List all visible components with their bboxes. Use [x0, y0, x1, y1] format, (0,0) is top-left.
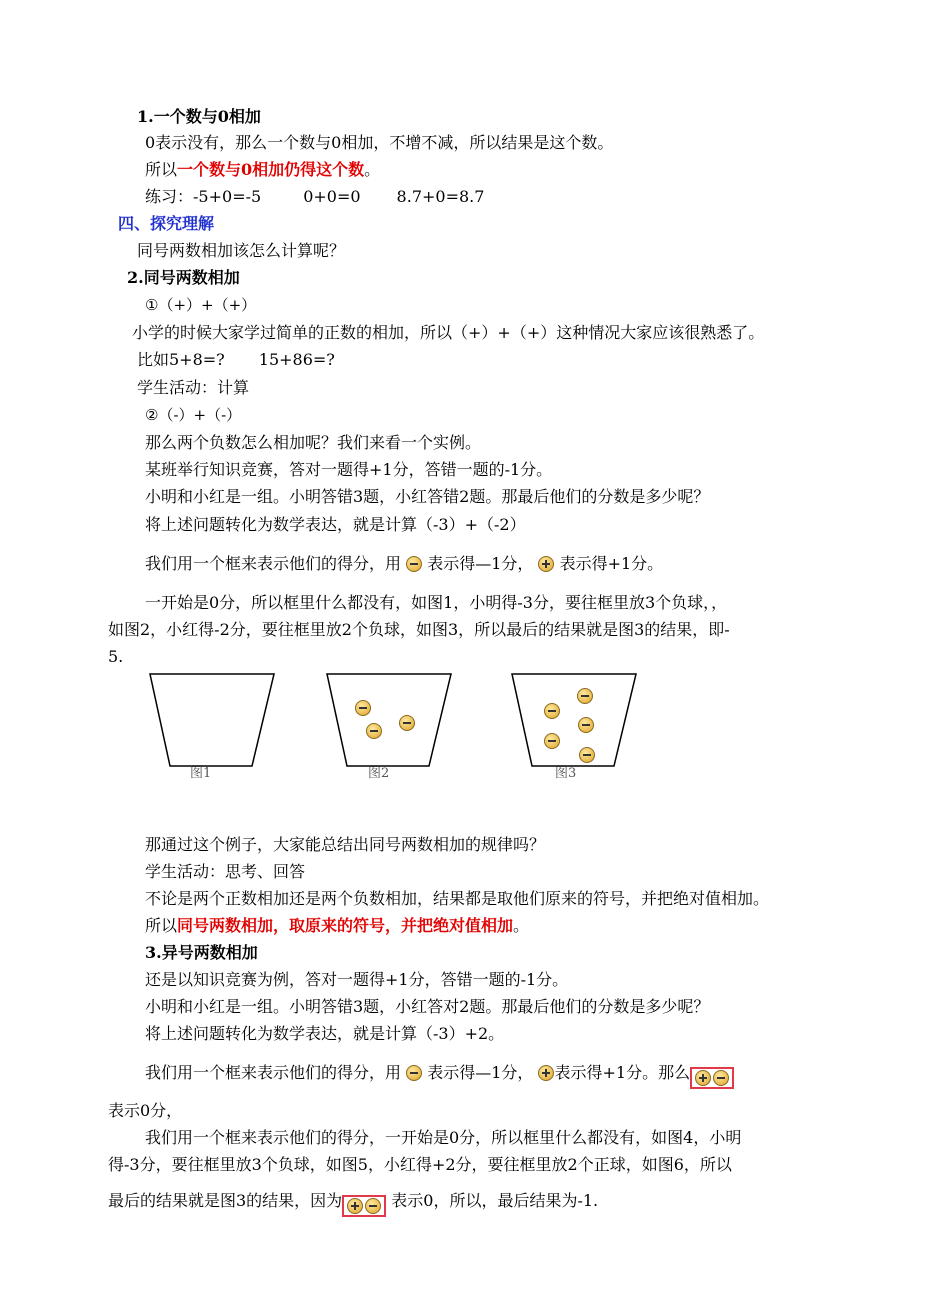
minus-ball-icon	[406, 556, 422, 572]
minus-ball-icon	[399, 715, 415, 731]
figure-label: 图3	[555, 766, 577, 781]
case-2: ②（-）+（-）	[145, 406, 242, 424]
rule-statement: 所以一个数与0相加仍得这个数。	[145, 160, 381, 179]
plus-minus-pair-icon	[342, 1195, 386, 1217]
paragraph: 0表示没有，那么一个数与0相加，不增不减，所以结果是这个数。	[145, 133, 614, 152]
student-activity: 学生活动：思考、回答	[145, 862, 306, 881]
plus-minus-pair-icon	[690, 1067, 734, 1089]
section-heading-1: 1.一个数与0相加	[137, 107, 261, 126]
minus-ball-icon	[577, 688, 593, 704]
minus-ball-icon	[365, 1198, 381, 1214]
section-heading-3: 3.异号两数相加	[145, 943, 258, 962]
plus-ball-icon	[347, 1198, 363, 1214]
figure-2-box	[325, 672, 453, 772]
paragraph: 那么两个负数怎么相加呢？我们来看一个实例。	[145, 433, 482, 452]
paragraph: 不论是两个正数相加还是两个负数相加，结果都是取他们原来的符号，并把绝对值相加。	[145, 889, 770, 908]
minus-ball-icon	[579, 747, 595, 763]
case-1: ①（+）+（+）	[145, 296, 257, 314]
minus-ball-icon	[544, 703, 560, 719]
section-heading-2: 2.同号两数相加	[127, 268, 240, 287]
paragraph: 那通过这个例子，大家能总结出同号两数相加的规律吗？	[145, 835, 546, 854]
paragraph-conclusion: 最后的结果就是图3的结果，因为 表示0，所以，最后结果为-1.	[108, 1190, 598, 1217]
paragraph: 我们用一个框来表示他们的得分，一开始是0分，所以框里什么都没有，如图4，小明	[145, 1128, 742, 1147]
figure-1-box	[148, 672, 276, 772]
plus-ball-icon	[538, 1065, 554, 1081]
plus-ball-icon	[695, 1070, 711, 1086]
minus-ball-icon	[578, 717, 594, 733]
paragraph-legend: 我们用一个框来表示他们的得分，用 表示得—1分， 表示得+1分。那么	[145, 1062, 734, 1089]
exercise-line: 练习：-5+0=-5 0+0=0 8.7+0=8.7	[145, 187, 485, 206]
paragraph: 某班举行知识竞赛，答对一题得+1分，答错一题的-1分。	[145, 460, 553, 479]
section-heading-explore: 四、探究理解	[118, 214, 215, 233]
paragraph: 如图2，小红得-2分，要往框里放2个负球，如图3，所以最后的结果就是图3的结果，即-	[108, 620, 730, 639]
figure-3-box	[510, 672, 638, 772]
minus-ball-icon	[713, 1070, 729, 1086]
paragraph-legend: 我们用一个框来表示他们的得分，用 表示得—1分， 表示得+1分。	[145, 554, 664, 573]
paragraph: 得-3分，要往框里放3个负球，如图5，小红得+2分，要往框里放2个正球，如图6，所以	[108, 1155, 732, 1174]
paragraph: 将上述问题转化为数学表达，就是计算（-3）+2。	[145, 1024, 505, 1043]
paragraph: 小明和小红是一组。小明答错3题，小红答错2题。那最后他们的分数是多少呢？	[145, 487, 710, 506]
example-line: 比如5+8=? 15+86=?	[137, 350, 335, 369]
paragraph: 还是以知识竞赛为例，答对一题得+1分，答错一题的-1分。	[145, 970, 569, 989]
paragraph: 一开始是0分，所以框里什么都没有，如图1，小明得-3分，要往框里放3个负球，，	[145, 593, 728, 612]
paragraph: 小明和小红是一组。小明答错3题，小红答对2题。那最后他们的分数是多少呢？	[145, 997, 710, 1016]
minus-ball-icon	[544, 733, 560, 749]
minus-ball-icon	[366, 723, 382, 739]
paragraph: 将上述问题转化为数学表达，就是计算（-3）+（-2）	[145, 515, 526, 534]
student-activity: 学生活动：计算	[137, 378, 250, 397]
plus-ball-icon	[538, 556, 554, 572]
figure-label: 图2	[368, 766, 390, 781]
minus-ball-icon	[406, 1065, 422, 1081]
paragraph: 5.	[108, 647, 124, 666]
question: 同号两数相加该怎么计算呢？	[137, 241, 346, 260]
paragraph: 小学的时候大家学过简单的正数的相加，所以（+）+（+）这种情况大家应该很熟悉了。	[132, 323, 765, 342]
figure-label: 图1	[190, 766, 212, 781]
paragraph: 表示0分，	[108, 1101, 183, 1120]
rule-statement: 所以同号两数相加，取原来的符号，并把绝对值相加。	[145, 916, 530, 935]
minus-ball-icon	[355, 700, 371, 716]
